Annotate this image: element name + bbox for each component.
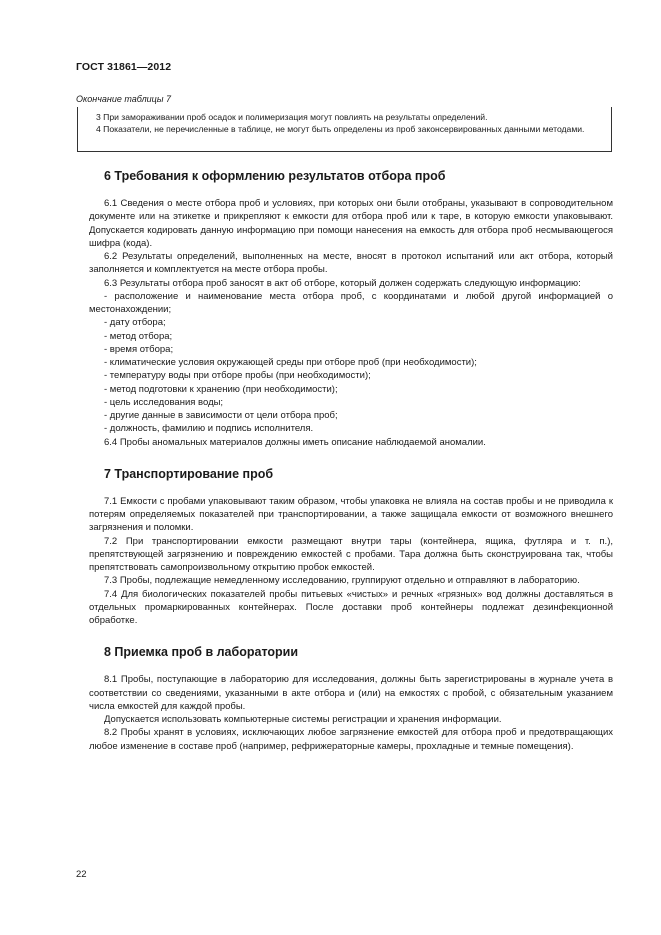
paragraph: 8.2 Пробы хранят в условиях, исключающих любое загрязнение емкостей для отбора проб и предотвращающих любое изменение в составе проб (например, рефрижераторные камеры, прохладные и темные помещения). xyxy=(89,727,613,752)
section-7-heading: 7 Транспортирование проб xyxy=(104,466,274,481)
table-note: 4 Показатели, не перечисленные в таблице, не могут быть определены из проб законсервированных данными методами. xyxy=(96,124,585,134)
paragraph: Допускается использовать компьютерные системы регистрации и хранения информации. xyxy=(104,714,502,725)
list-item: - метод отбора; xyxy=(104,330,173,342)
paragraph: 6.2 Результаты определений, выполненных на месте, вносят в протокол испытаний или акт отбора, который заполняется и комплектуется на месте отбора пробы. xyxy=(89,251,613,276)
list-item: - температуру воды при отборе пробы (при необходимости); xyxy=(104,370,371,382)
paragraph: 7.4 Для биологических показателей пробы питьевых «чистых» и речных «грязных» вод должны доставляться в отдельных промаркированных контейнерах. После доставки проб контейнеры подлежат дезинфекционной обработке. xyxy=(89,588,613,626)
paragraph: 6.3 Результаты отбора проб заносят в акт об отборе, который должен содержать следующую информацию: xyxy=(104,277,581,289)
list-item: - дату отбора; xyxy=(104,317,166,329)
page-number: 22 xyxy=(76,869,87,880)
paragraph: 7.1 Емкости с пробами упаковывают таким образом, чтобы упаковка не влияла на состав пробы и не приводила к потерям определяемых показателей при транспортировании, а также защищала емкости от возможного внешнего загрязнения и поломки. xyxy=(89,495,613,534)
paragraph: 6.1 Сведения о месте отбора проб и условиях, при которых они были отобраны, указывают в сопроводительном документе или на этикетке и прикрепляют к емкости для отбора проб или к таре, в которую емкости упаковывают. Допускается кодировать данную информацию при помощи нанесения на емкость для отбора проб несмывающегося шифра (кода). xyxy=(89,198,613,249)
main-content xyxy=(89,168,613,753)
paragraph: 7.3 Пробы, подлежащие немедленному исследованию, группируют отдельно и отправляют в лабораторию. xyxy=(104,575,580,587)
document-header: ГОСТ 31861—2012 xyxy=(76,61,172,73)
list-item: - цель исследования воды; xyxy=(104,396,224,408)
list-item: - расположение и наименование места отбора проб, с координатами и любой другой информацией о местонахождении; xyxy=(89,290,613,315)
paragraph: 7.2 При транспортировании емкости размещают внутри тары (контейнера, ящика, футляра и т. п.), препятствующей загрязнению и повреждению емкостей с пробами. Тара должна быть сконструирована так, чтобы препятствовать самопроизвольному открытию пробок емкостей. xyxy=(89,535,613,573)
table-note: 3 При замораживании проб осадок и полимеризация могут повлиять на результаты определений. xyxy=(96,112,488,122)
list-item: - должность, фамилию и подпись исполнителя. xyxy=(104,423,314,435)
section-8-heading: 8 Приемка проб в лаборатории xyxy=(104,645,299,660)
list-item: - метод подготовки к хранению (при необходимости); xyxy=(104,383,338,395)
table-notes-box xyxy=(77,107,612,152)
section-6-heading: 6 Требования к оформлению результатов отбора проб xyxy=(104,169,446,183)
table-continuation-label: Окончание таблицы 7 xyxy=(76,94,171,104)
paragraph: 8.1 Пробы, поступающие в лабораторию для исследования, должны быть зарегистрированы в журнале учета в соответствии со сведениями, указанными в акте отбора и (или) на емкостях с пробой, с обязательным указанием числа емкостей для каждой пробы. xyxy=(89,674,613,712)
list-item: - другие данные в зависимости от цели отбора проб; xyxy=(104,410,338,421)
paragraph: 6.4 Пробы аномальных материалов должны иметь описание наблюдаемой аномалии. xyxy=(104,436,486,448)
list-item: - климатические условия окружающей среды при отборе проб (при необходимости); xyxy=(104,357,477,368)
list-item: - время отбора; xyxy=(104,343,174,355)
